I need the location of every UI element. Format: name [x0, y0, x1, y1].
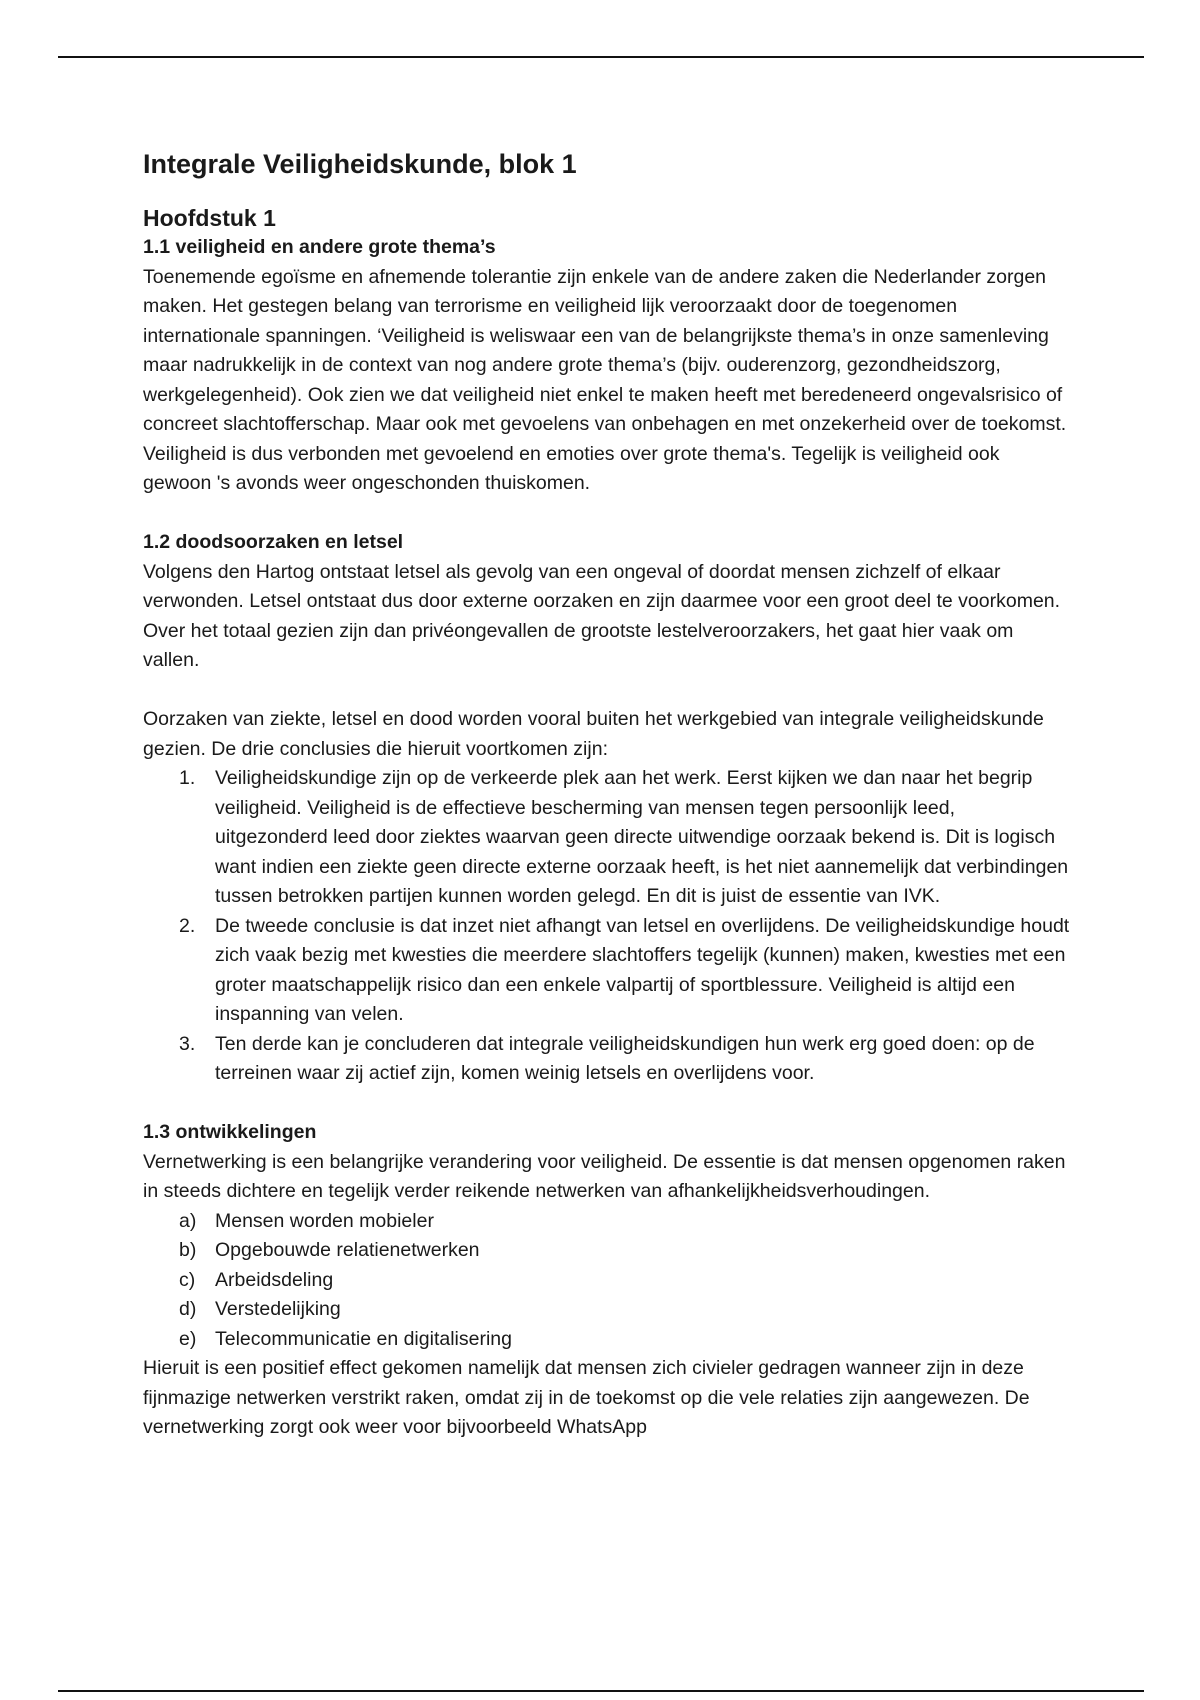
list-marker: b): [179, 1239, 197, 1261]
list-item-text: Arbeidsdeling: [215, 1268, 334, 1291]
section-1-1-paragraph: Toenemende egoïsme en afnemende tolerantie zijn enkele van de andere zaken die Nederlander zorgen maken. Het gestegen belang van terrorisme en veiligheid lijk veroorzaakt door de toegenomen internationale spanningen. ‘Veiligheid is weliswaar een van de belangrijkste thema’s in onze samenleving maar nadrukkelijk in de context van nog andere grote thema’s (bijv. ouderenzorg, gezondheidszorg, werkgelegenheid). Ook zien we dat veiligheid niet enkel te maken heeft met beredeneerd ongevalsrisico of concreet slachtofferschap. Maar ook met gevoelens van onbehagen en met onzekerheid over de toekomst. Veiligheid is dus verbonden met gevoelend en emoties over grote thema's. Tegelijk is veiligheid ook gewoon 's avonds weer ongeschonden thuiskomen.: [143, 265, 1067, 494]
list-marker: 1.: [179, 767, 196, 789]
list-item-text: De tweede conclusie is dat inzet niet afhangt van letsel en overlijdens. De veiligheidskundige houdt zich vaak bezig met kwesties die meerdere slachtoffers tegelijk (kunnen) maken, kwesties met een groter maatschappelijk risico dan een enkele valpartij of sportblessure. Veiligheid is altijd een inspanning van velen.: [215, 914, 1070, 1025]
section-heading-1-1: 1.1 veiligheid en andere grote thema’s: [143, 236, 496, 258]
spacer: [143, 676, 1073, 706]
list-item: [143, 1030, 1073, 1089]
list-item: [143, 764, 1073, 912]
list-item-text: Mensen worden mobieler: [215, 1209, 434, 1232]
conclusions-list: [143, 764, 1073, 1089]
list-marker: c): [179, 1268, 196, 1291]
list-item-text: Verstedelijking: [215, 1298, 341, 1320]
section-1-2-paragraph-2: Oorzaken van ziekte, letsel en dood worden vooral buiten het werkgebied van integrale veiligheidskunde gezien. De drie conclusies die hieruit voortkomen zijn:: [143, 708, 1044, 760]
list-item-text: Veiligheidskundige zijn op de verkeerde plek aan het werk. Eerst kijken we dan naar het begrip veiligheid. Veiligheid is de effectieve bescherming van mensen tegen persoonlijk leed, uitgezonderd leed door ziektes waarvan geen directe uitwendige oorzaak bekend is. Dit is logisch want indien een ziekte geen directe externe oorzaak heeft, is het niet aannemelijk dat verbindingen tussen betrokken partijen kunnen worden gelegd. En dit is juist de essentie van IVK.: [215, 767, 1069, 907]
list-marker: d): [179, 1298, 197, 1320]
list-item: [143, 912, 1073, 1030]
list-item: [143, 1266, 1073, 1296]
chapter-heading: Hoofdstuk 1: [143, 205, 276, 231]
section-1-3-paragraph-2: Hieruit is een positief effect gekomen namelijk dat mensen zich civieler gedragen wanneer zijn in deze fijnmazige netwerken verstrikt raken, omdat zij in de toekomst op die vele relaties zijn aangewezen. De vernetwerking zorgt ook weer voor bijvoorbeeld WhatsApp: [143, 1357, 1030, 1438]
section-heading-1-3: 1.3 ontwikkelingen: [143, 1121, 317, 1143]
developments-list: [143, 1207, 1073, 1355]
list-item: [143, 1295, 1073, 1325]
section-1-2-paragraph-1: Volgens den Hartog ontstaat letsel als gevolg van een ongeval of doordat mensen zichzelf of elkaar verwonden. Letsel ontstaat dus door externe oorzaken en zijn daarmee voor een groot deel te voorkomen. Over het totaal gezien zijn dan privéongevallen de grootste lestelveroorzakers, het gaat hier vaak om vallen.: [143, 560, 1061, 671]
section-1-3-paragraph-1: Vernetwerking is een belangrijke verandering voor veiligheid. De essentie is dat mensen opgenomen raken in steeds dichtere en tegelijk verder reikende netwerken van afhankelijkheidsverhoudingen.: [143, 1150, 1066, 1202]
list-marker: e): [179, 1327, 197, 1350]
list-item: [143, 1325, 1073, 1355]
list-item-text: Ten derde kan je concluderen dat integrale veiligheidskundigen hun werk erg goed doen: op de terreinen waar zij actief zijn, komen weinig letsels en overlijdens voor.: [215, 1032, 1035, 1084]
spacer: [143, 499, 1073, 529]
bottom-rule: [58, 1690, 1144, 1692]
list-item: [143, 1236, 1073, 1266]
spacer: [143, 1089, 1073, 1119]
section-heading-1-2: 1.2 doodsoorzaken en letsel: [143, 531, 404, 553]
list-item: [143, 1207, 1073, 1237]
list-item-text: Opgebouwde relatienetwerken: [215, 1239, 480, 1261]
list-marker: 3.: [179, 1032, 196, 1055]
document-page: [143, 146, 1073, 1443]
list-marker: 2.: [179, 914, 196, 937]
top-rule: [58, 56, 1144, 58]
list-item-text: Telecommunicatie en digitalisering: [215, 1327, 512, 1350]
list-marker: a): [179, 1209, 197, 1232]
document-title: Integrale Veiligheidskunde, blok 1: [143, 149, 577, 179]
